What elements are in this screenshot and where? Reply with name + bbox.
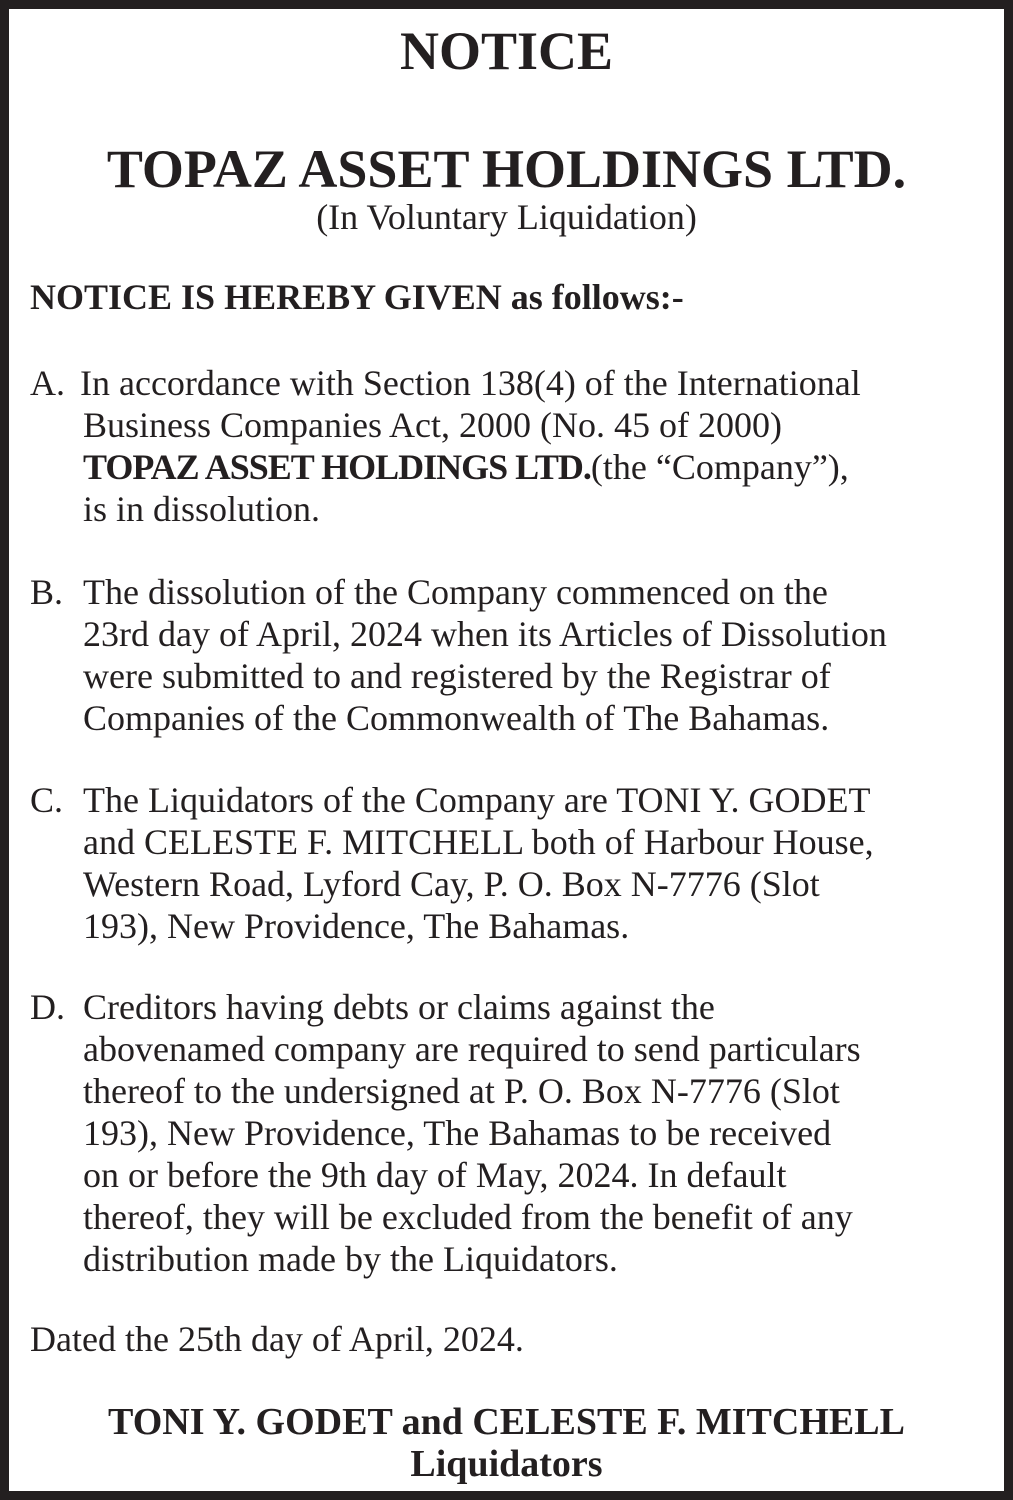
signatories: TONI Y. GODET and CELESTE F. MITCHELL: [108, 1401, 905, 1443]
paragraph-c-line-2: and CELESTE F. MITCHELL both of Harbour House,: [83, 822, 874, 862]
paragraph-b-line-3: were submitted to and registered by the Registrar of: [83, 656, 831, 696]
dated-prefix: Dated the: [30, 1319, 178, 1359]
intro-line: [30, 276, 684, 318]
paragraph-d-line-5: on or before the 9th day of May, 2024. In default: [83, 1155, 787, 1195]
intro-rest-text: as follows:-: [501, 277, 684, 317]
paragraph-d-letter: D.: [30, 987, 65, 1027]
intro-bold-text: NOTICE IS HEREBY GIVEN: [30, 277, 502, 317]
company-name-heading: TOPAZ ASSET HOLDINGS LTD.: [106, 139, 907, 199]
paragraph-a-line-2: Business Companies Act, 2000 (No. 45 of 2000): [83, 405, 782, 445]
paragraph-a-line-4: is in dissolution.: [83, 489, 321, 529]
dated-line: [30, 1318, 524, 1360]
paragraph-c-line-1: The Liquidators of the Company are TONI Y. GODET: [83, 780, 871, 820]
notice-title: NOTICE: [399, 21, 614, 81]
paragraph-a-letter: A.: [30, 363, 65, 403]
paragraph-b-line-2: 23rd day of April, 2024 when its Articles of Dissolution: [83, 614, 887, 654]
paragraph-b-letter: B.: [30, 572, 64, 612]
paragraph-c-letter: C.: [30, 780, 64, 820]
paragraph-a-line-1: In accordance with Section 138(4) of the International: [80, 363, 861, 403]
paragraph-c-line-4: 193), New Providence, The Bahamas.: [83, 906, 630, 946]
paragraph-d-line-7: distribution made by the Liquidators.: [83, 1239, 618, 1279]
signatory-role: Liquidators: [410, 1443, 603, 1485]
liquidation-status: (In Voluntary Liquidation): [316, 197, 697, 237]
paragraph-b-line-4: Companies of the Commonwealth of The Bahamas.: [83, 698, 830, 738]
company-name-inline: TOPAZ ASSET HOLDINGS LTD.: [83, 447, 591, 487]
paragraph-a-line-3: [83, 446, 849, 488]
company-alias: (the “Company”),: [590, 447, 849, 487]
paragraph-d-line-4: 193), New Providence, The Bahamas to be received: [83, 1113, 832, 1153]
paragraph-d-line-1: Creditors having debts or claims against the: [83, 987, 715, 1027]
paragraph-d-line-3: thereof to the undersigned at P. O. Box N-7776 (Slot: [83, 1071, 840, 1111]
paragraph-c-line-3: Western Road, Lyford Cay, P. O. Box N-7776 (Slot: [83, 864, 820, 904]
paragraph-d-line-2: abovenamed company are required to send particulars: [83, 1029, 861, 1069]
dated-suffix: day of April, 2024.: [241, 1319, 524, 1359]
dated-day: 25th: [177, 1319, 242, 1359]
paragraph-b-line-1: The dissolution of the Company commenced on the: [83, 572, 828, 612]
paragraph-d-line-6: thereof, they will be excluded from the benefit of any: [83, 1197, 853, 1237]
